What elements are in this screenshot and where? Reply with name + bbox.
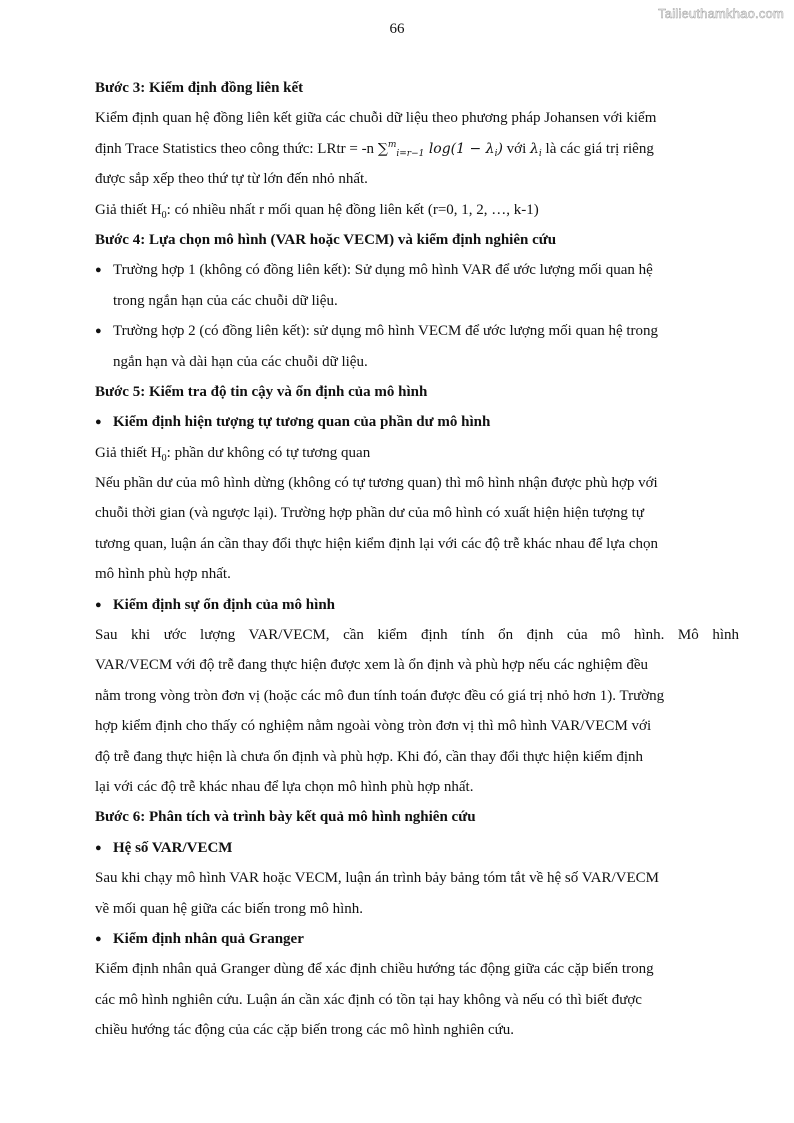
paragraph-line: Nếu phần dư của mô hình dừng (không có tự tương quan) thì mô hình nhận được phù hợp với bbox=[95, 475, 658, 492]
paragraph-line: các mô hình nghiên cứu. Luận án cần xác định có tồn tại hay không và nếu có thì biết được bbox=[95, 991, 642, 1008]
step4-heading: Bước 4: Lựa chọn mô hình (VAR hoặc VECM) và kiểm định nghiên cứu bbox=[95, 231, 557, 248]
list-item-continuation: trong ngắn hạn của các chuỗi dữ liệu. bbox=[113, 292, 338, 309]
paragraph-line: chuỗi thời gian (và ngược lại). Trường hợp phần dư của mô hình có xuất hiện hiện tượng tự bbox=[95, 505, 644, 522]
paragraph-line: lại với các độ trễ khác nhau để lựa chọn mô hình phù hợp nhất. bbox=[95, 778, 474, 795]
step3-paragraph-line: Kiểm định quan hệ đồng liên kết giữa các chuỗi dữ liệu theo phương pháp Johansen với kiểm bbox=[95, 110, 657, 127]
step3-paragraph-line: được sắp xếp theo thứ tự từ lớn đến nhỏ nhất. bbox=[95, 171, 368, 188]
paragraph-line: Sau khi chạy mô hình VAR hoặc VECM, luận án trình bảy bảng tóm tắt về hệ số VAR/VECM bbox=[95, 870, 659, 887]
paragraph-line: độ trễ đang thực hiện là chưa ổn định và phù hợp. Khi đó, cần thay đổi thực hiện kiểm định bbox=[95, 748, 644, 765]
bullet-icon: ● bbox=[95, 932, 102, 945]
step5-subheading-autocorrelation: ● Kiểm định hiện tượng tự tương quan của phần dư mô hình bbox=[95, 407, 739, 437]
formula-close-paren: ) bbox=[497, 140, 503, 157]
bullet-icon: ● bbox=[95, 598, 102, 611]
step3-formula-line bbox=[95, 134, 739, 164]
sum-upper-limit: m bbox=[387, 139, 397, 150]
step3-hypothesis: Giả thiết $H_0$: có nhiều nhất r mối quan hệ đồng liên kết (r=0, 1, 2, …, k-1) bbox=[95, 201, 539, 221]
step6-heading: Bước 6: Phân tích và trình bày kết quả mô hình nghiên cứu bbox=[95, 809, 476, 826]
formula-lambda-index: i bbox=[494, 148, 498, 159]
sum-symbol: ∑ bbox=[377, 140, 388, 157]
bullet-icon: ● bbox=[95, 416, 102, 429]
bullet-icon: ● bbox=[95, 841, 102, 854]
paragraph-line: tương quan, luận án cần thay đổi thực hiện kiểm định lại với các độ trễ khác nhau để lựa chọn bbox=[95, 535, 658, 552]
step5-subheading-stability: ● Kiểm định sự ổn định của mô hình bbox=[95, 590, 739, 620]
paragraph-line: chiều hướng tác động của các cặp biến trong các mô hình nghiên cứu. bbox=[95, 1022, 515, 1039]
step6-subheading-granger: ● Kiểm định nhân quả Granger bbox=[95, 924, 739, 954]
bullet-icon: ● bbox=[95, 264, 102, 277]
paragraph-line: Kiểm định nhân quả Granger dùng để xác định chiều hướng tác động giữa các cặp biến trong bbox=[95, 961, 654, 978]
step5-hypothesis: Giả thiết $H_0$: phần dư không có tự tương quan bbox=[95, 444, 371, 464]
bullet-icon: ● bbox=[95, 325, 102, 338]
formula-with-text: với bbox=[502, 140, 531, 157]
paragraph-line: Sau khi ước lượng VAR/VECM, cần kiểm định tính ổn định của mô hình. Mô hình bbox=[95, 627, 739, 644]
formula-lead-text: định Trace Statistics theo công thức: LRtr = -n bbox=[95, 140, 375, 157]
step6-subheading-coefficients: ● Hệ số VAR/VECM bbox=[95, 833, 739, 863]
paragraph-line: mô hình phù hợp nhất. bbox=[95, 566, 231, 583]
formula-log-term: log(1 − λ bbox=[428, 140, 495, 157]
trace-formula bbox=[378, 141, 503, 157]
list-item: ● Trường hợp 2 (có đồng liên kết): sử dụng mô hình VECM để ước lượng mối quan hệ trong bbox=[95, 316, 739, 346]
formula-tail-text: là các giá trị riêng bbox=[541, 140, 654, 157]
sum-lower-limit: i=r−1 bbox=[396, 148, 425, 159]
paragraph-line: nằm trong vòng tròn đơn vị (hoặc các mô đun tính toán được đều có giá trị nhỏ hơn 1). Trường bbox=[95, 687, 665, 704]
paragraph-line: VAR/VECM với độ trễ đang thực hiện được xem là ổn định và phù hợp nếu các nghiệm đều bbox=[95, 657, 649, 674]
document-body bbox=[95, 73, 739, 1046]
step3-heading: Bước 3: Kiểm định đồng liên kết bbox=[95, 80, 304, 96]
lambda-symbol: $\lambda_i$ bbox=[530, 140, 542, 159]
list-item: ● Trường hợp 1 (không có đồng liên kết): Sử dụng mô hình VAR để ước lượng mối quan hệ bbox=[95, 255, 739, 285]
paragraph-line: về mối quan hệ giữa các biến trong mô hình. bbox=[95, 900, 364, 917]
list-item-continuation: ngắn hạn và dài hạn của các chuỗi dữ liệu. bbox=[113, 353, 368, 370]
watermark: Tailieuthamkhao.com bbox=[658, 6, 784, 21]
page-number: 66 bbox=[389, 21, 405, 37]
paragraph-line: hợp kiểm định cho thấy có nghiệm nằm ngoài vòng tròn đơn vị thì mô hình VAR/VECM với bbox=[95, 718, 652, 735]
step5-heading: Bước 5: Kiểm tra độ tin cậy và ổn định của mô hình bbox=[95, 383, 428, 400]
